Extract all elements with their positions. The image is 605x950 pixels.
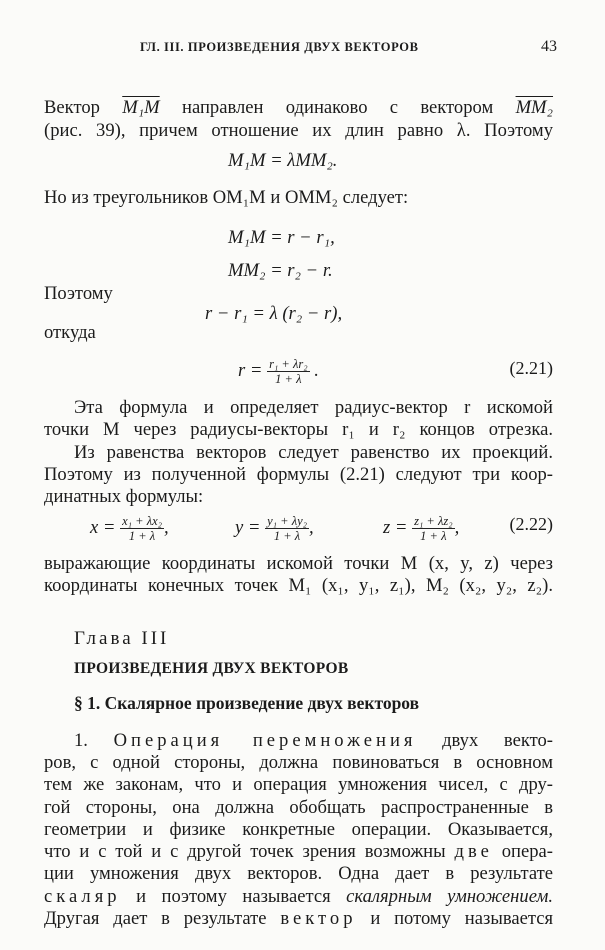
text-line: тем же законам, что и операция умножения чисел, с дру- (44, 774, 553, 795)
text-line: (рис. 39), причем отношение их длин равно λ. Поэтому (44, 120, 553, 141)
text-line: откуда (44, 322, 96, 343)
equation-number: (2.22) (509, 514, 553, 534)
chapter-title: ПРОИЗВЕДЕНИЯ ДВУХ ВЕКТОРОВ (74, 660, 349, 677)
text-line: 1. Операция перемножения двух векто- (74, 730, 553, 751)
text-line: координаты конечных точек M₁ (x₁, y₁, z₁), M₂ (x₂, y₂, z₂). (44, 575, 553, 596)
chapter-label: Глава III (74, 628, 170, 649)
text-line: что и с той и с другой точек зрения возможны две опера- (44, 841, 553, 862)
text-line: Но из треугольников OM₁M и OMM₂ следует: (44, 187, 409, 208)
text-line: ров, с одной стороны, должна повиноваться в основном (44, 752, 553, 773)
equation: y = $\frac{\text{y₁ + λy₂}}{1 + \lambda}$ , (235, 514, 314, 543)
equation: M₁M = r − r₁, (228, 227, 335, 248)
equation: r = $\frac{\text{r₁ + λr₂}}{1 + \lambda}$ . (238, 357, 319, 386)
text-line: Поэтому (44, 283, 113, 304)
text-line: ции умножения двух векторов. Одна дает в результате (44, 863, 553, 884)
text-line: Поэтому из полученной формулы (2.21) следуют три коор- (44, 464, 553, 485)
text-line: гой стороны, она должна обобщать распространенные в (44, 797, 553, 818)
text-line: скаляр и поэтому называется скалярным умножением. (44, 886, 554, 907)
text-line: Другая дает в результате вектор и потому называется (44, 908, 554, 929)
text-line: геометрии и физике конкретные операции. Оказывается, (44, 819, 553, 840)
equation: r − r₁ = λ (r₂ − r), (205, 303, 343, 324)
equation: M₁M = λMM₂. (228, 150, 338, 171)
running-header: ГЛ. III. ПРОИЗВЕДЕНИЯ ДВУХ ВЕКТОРОВ (140, 40, 419, 54)
equation: x = $\frac{\text{x₁ + λx₂}}{1 + \lambda}$ , (90, 514, 169, 543)
equation: z = $\frac{\text{z₁ + λz₂}}{1 + \lambda}$ , (383, 514, 460, 543)
text-line: Из равенства векторов следует равенство их проекций. (74, 442, 553, 463)
equation-number: (2.21) (509, 358, 553, 378)
text-line: динатных формулы: (44, 486, 204, 507)
equation: MM₂ = r₂ − r. (228, 260, 333, 281)
text-line: выражающие координаты искомой точки M (x, y, z) через (44, 553, 553, 574)
text-line: Вектор M₁M направлен одинаково с вектором MM₂ (44, 97, 554, 118)
text-line: точки M через радиусы-векторы r₁ и r₂ концов отрезка. (44, 419, 553, 440)
text-line: Эта формула и определяет радиус-вектор r искомой (74, 397, 553, 418)
section-title: § 1. Скалярное произведение двух векторов (74, 693, 420, 713)
page-number: 43 (541, 38, 557, 55)
